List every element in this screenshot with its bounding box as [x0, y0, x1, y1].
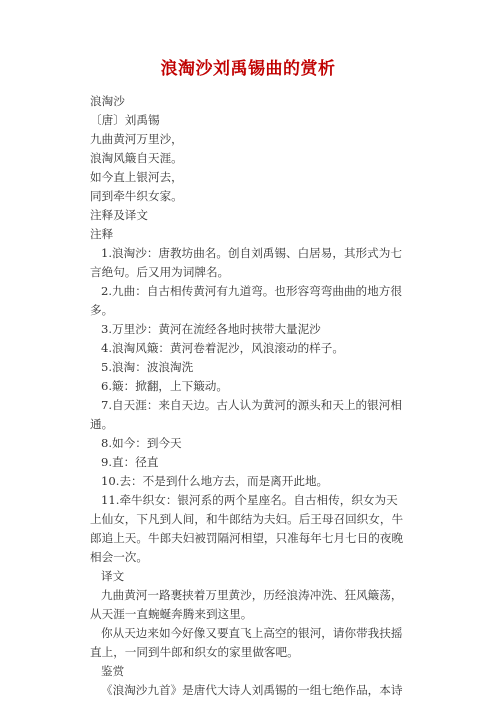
poem-line-3: 如今直上银河去， [90, 170, 183, 184]
note-item: 3.万里沙：黄河在流经各地时挟带大量泥沙 [101, 322, 321, 336]
note-item: 4.浪淘风簸：黄河卷着泥沙，风浪滚动的样子。 [101, 341, 344, 355]
note-item: 7.自天涯：来自天边。古人认为黄河的源头和天上的银河相通。 [90, 398, 402, 431]
appreciation-paragraph: 《浪淘沙九首》是唐代大诗人刘禹锡的一组七绝作品，本诗 [101, 683, 403, 697]
note-item: 5.浪淘：波浪淘洗 [101, 360, 194, 374]
note-item: 10.去：不是到什么地方去，而是离开此地。 [101, 474, 329, 488]
section-heading-appreciation: 鉴赏 [101, 664, 125, 678]
note-item: 9.直：径直 [101, 455, 159, 469]
poem-line-1: 九曲黄河万里沙， [90, 132, 183, 146]
section-heading-notes: 注释 [90, 227, 114, 241]
note-item: 6.簸：掀翻，上下簸动。 [101, 379, 228, 393]
translation-paragraph: 你从天边来如今好像又要直飞上高空的银河，请你带我扶摇直上，一同到牛郎和织女的家里做客吧。 [90, 626, 403, 659]
poem-title: 浪淘沙 [90, 94, 125, 108]
poem-line-2: 浪淘风簸自天涯。 [90, 151, 183, 165]
poem-author: 〔唐〕刘禹锡 [90, 113, 160, 127]
section-heading-translation: 译文 [101, 569, 125, 583]
note-item: 2.九曲：自古相传黄河有九道弯。也形容弯弯曲曲的地方很多。 [90, 284, 402, 317]
document-body [90, 92, 408, 700]
note-item: 8.如今：到今天 [101, 436, 182, 450]
document-title: 浪淘沙刘禹锡曲的赏析 [160, 59, 336, 79]
translation-paragraph: 九曲黄河一路裹挟着万里黄沙，历经浪涛冲洗、狂风簸荡，从天涯一直蜿蜒奔腾来到这里。 [90, 588, 403, 621]
note-item: 1.浪淘沙：唐教坊曲名。创自刘禹锡、白居易，其形式为七言绝句。后又用为词牌名。 [90, 246, 402, 279]
section-heading-notes-translation: 注释及译文 [90, 208, 148, 222]
poem-line-4: 同到牵牛织女家。 [90, 189, 183, 203]
note-item: 11.牵牛织女：银河系的两个星座名。自古相传，织女为天上仙女，下凡到人间，和牛郎结为夫妇。后王母召回织女，牛郎追上天。牛郎夫妇被罚隔河相望，只准每年七月七日的夜晚相会一次。 [90, 493, 404, 564]
